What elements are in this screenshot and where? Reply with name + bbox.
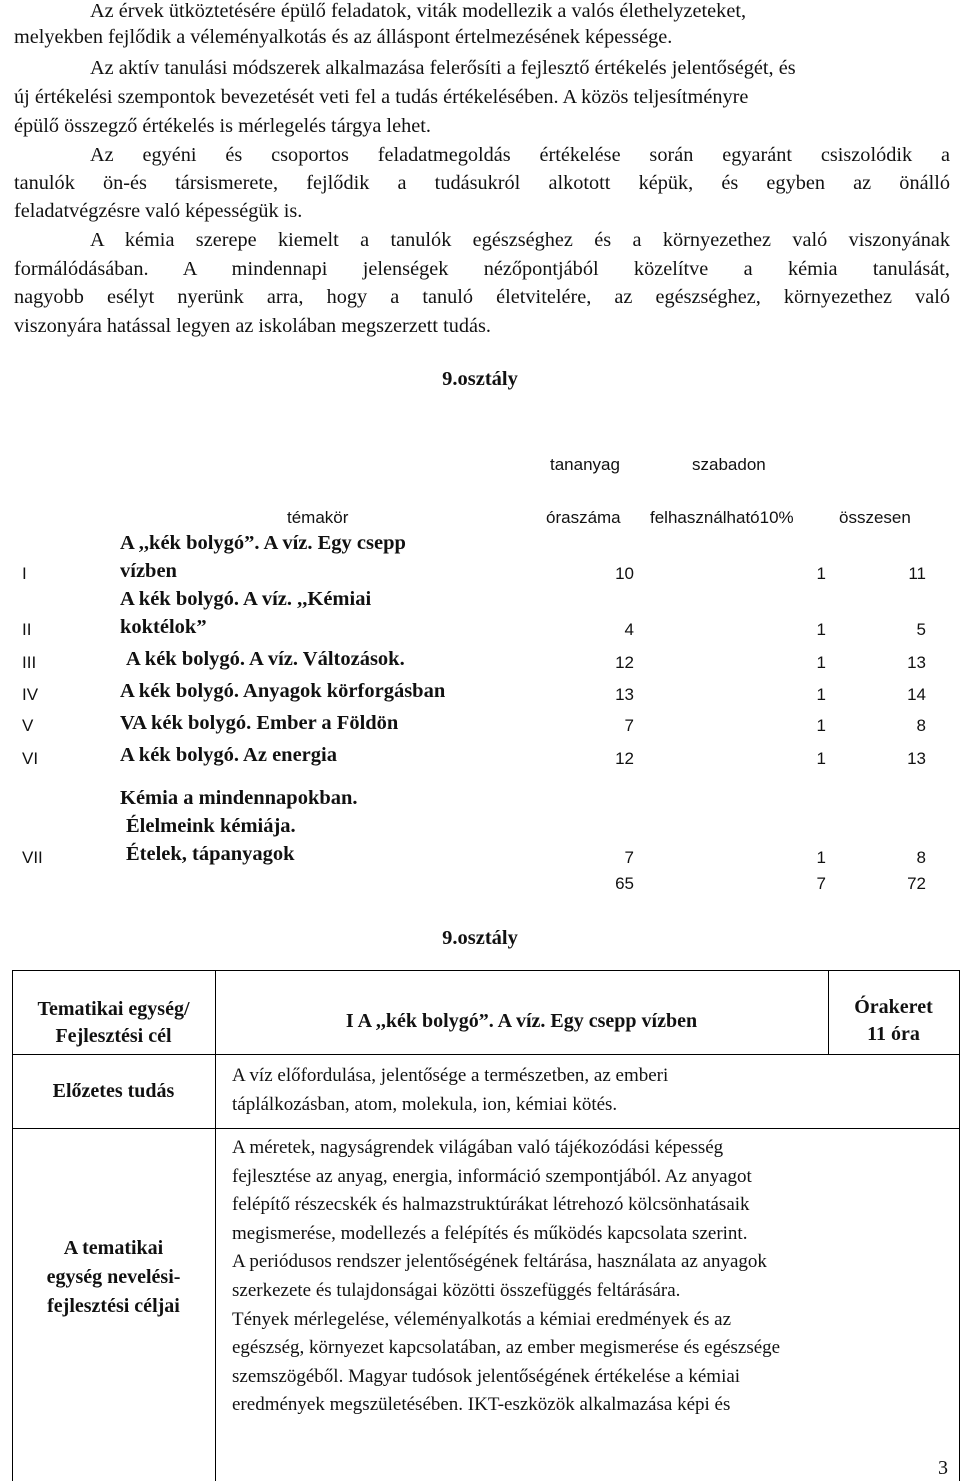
row-number: I	[22, 564, 27, 583]
row-total: 8	[916, 848, 926, 867]
intro-line: Az egyéni és csoportos feladatmegoldás értékelése során egyaránt csiszolódik a	[90, 144, 950, 166]
row-hours: 7	[624, 848, 634, 867]
hours-value: 11 óra	[867, 1023, 920, 1045]
row-topic: Élelmeink kémiája.	[126, 815, 296, 837]
intro-line: feladatvégzésre való képességük is.	[14, 200, 303, 222]
prior-knowledge-text: A víz előfordulása, jelentősége a természetben, az emberi táplálkozásban, atom, molekula, ion, kémiai kötés.	[232, 1065, 669, 1115]
label-unit: Tematikai egység/ Fejlesztési cél	[37, 998, 190, 1047]
row-topic: koktélok”	[120, 616, 207, 638]
total-hours: 65	[615, 874, 634, 893]
row-topic: A kék bolygó. A víz. ,,Kémiai	[120, 588, 372, 610]
intro-line: A kémia szerepe kiemelt a tanulók egészséghez és a környezethez való viszonyának	[90, 229, 950, 251]
intro-line: új értékelési szempontok bevezetését veti fel a tudás értékelésében. A közös teljesítményre	[14, 86, 749, 108]
row-total: 14	[907, 685, 926, 704]
row-topic: vízben	[120, 560, 177, 582]
intro-line: épülő összegző értékelés is mérlegelés tárgya lehet.	[14, 115, 431, 137]
intro-line: Az aktív tanulási módszerek alkalmazása felerősíti a fejlesztő értékelés jelentőségét, és	[90, 57, 796, 79]
total-overall: 72	[907, 874, 926, 893]
row-topic: A kék bolygó. Anyagok körforgásban	[120, 680, 446, 702]
header-osszesen: összesen	[839, 508, 911, 527]
hours-label: Órakeret	[854, 996, 933, 1018]
intro-line: formálódásában. A mindennapi jelenségek nézőpontjából közelítve a kémia tanulását,	[14, 258, 950, 280]
total-free: 7	[816, 874, 826, 893]
intro-line: melyekben fejlődik a véleményalkotás és az álláspont értelmezésének képessége.	[14, 26, 673, 48]
row-free: 1	[816, 685, 826, 704]
row-hours: 12	[615, 653, 634, 672]
row-topic: A kék bolygó. A víz. Változások.	[126, 648, 405, 670]
row-number: V	[22, 716, 34, 735]
header-temakor: témakör	[287, 508, 349, 527]
row-total: 11	[908, 564, 926, 583]
row-number: IV	[22, 685, 39, 704]
row-topic: A ,,kék bolygó”. A víz. Egy csepp	[120, 532, 406, 554]
intro-line: viszonyára hatással legyen az iskolában megszerzett tudás.	[14, 315, 491, 337]
row-free: 1	[816, 848, 826, 867]
row-hours: 13	[615, 685, 634, 704]
row-total: 13	[907, 749, 926, 768]
row-number: III	[22, 653, 37, 672]
header-tananyag: tananyag	[550, 455, 620, 474]
row-hours: 4	[624, 620, 634, 639]
page-number: 3	[938, 1457, 948, 1479]
grade-heading: 9.osztály	[442, 368, 518, 390]
label-prior-knowledge: Előzetes tudás	[52, 1080, 175, 1102]
header-oraszama: óraszáma	[546, 508, 621, 527]
row-free: 1	[816, 620, 826, 639]
thematic-unit-table	[12, 970, 960, 1481]
row-topic: A kék bolygó. Az energia	[120, 744, 337, 766]
intro-line: tanulók ön-és társismerete, fejlődik a tudásukról alkotott képük, és egyben az önálló	[14, 172, 950, 194]
row-hours: 10	[615, 564, 634, 583]
hours-frame	[828, 994, 959, 1048]
row-hours: 7	[624, 716, 634, 735]
goals-text: A méretek, nagyságrendek világában való tájékozódási képesség fejlesztése az anyag, energia, információ szempontjából. Az anyagot felépítő részecskék és halmazstruktúrákat létrehozó kölcsönhatásaik megismerése, modellezés a felépítés és működés kapcsolata szerint. A periódusos rendszer jelentőségének feltárása, használata az anyagok szerkezete és tulajdonságai közötti összefüggés feltárására. Tények mérlegelése, véleményalkotás a kémiai eredmények és az egészség, környezet kapcsolatában, az ember megismerése és egészsége szemszögéből. Magyar tudósok jelentőségének értékelése a kémiai eredmények megszületésében. IKT-eszközök alkalmazása képi és	[232, 1137, 781, 1416]
table-border	[12, 1128, 960, 1129]
grade-heading-2: 9.osztály	[442, 927, 518, 949]
row-free: 1	[816, 749, 826, 768]
row-total: 8	[916, 716, 926, 735]
row-free: 1	[816, 716, 826, 735]
row-hours: 12	[615, 749, 634, 768]
header-felhasznalhato: felhasználható10%	[650, 508, 794, 527]
row-total: 5	[916, 620, 926, 639]
row-free: 1	[816, 564, 826, 583]
header-szabadon: szabadon	[692, 455, 766, 474]
row-topic: VA kék bolygó. Ember a Földön	[120, 712, 399, 734]
row-free: 1	[816, 653, 826, 672]
label-goals: A tematikai egység nevelési- fejlesztési céljai	[46, 1237, 181, 1317]
row-number: VII	[22, 848, 43, 867]
table-border	[12, 1054, 960, 1055]
unit-title: I A ,,kék bolygó”. A víz. Egy csepp vízben	[345, 1010, 698, 1032]
intro-line: Az érvek ütköztetésére épülő feladatok, viták modellezik a valós élethelyzeteket,	[90, 0, 747, 22]
table-border	[215, 970, 216, 1481]
row-number: VI	[22, 749, 39, 768]
row-total: 13	[907, 653, 926, 672]
table-border	[12, 970, 960, 971]
intro-line: nagyobb esélyt nyerünk arra, hogy a tanuló életvitelére, az egészséghez, környezethez való	[14, 286, 950, 308]
row-number: II	[22, 620, 32, 639]
row-topic: Ételek, tápanyagok	[126, 843, 295, 865]
row-topic: Kémia a mindennapokban.	[120, 787, 358, 809]
